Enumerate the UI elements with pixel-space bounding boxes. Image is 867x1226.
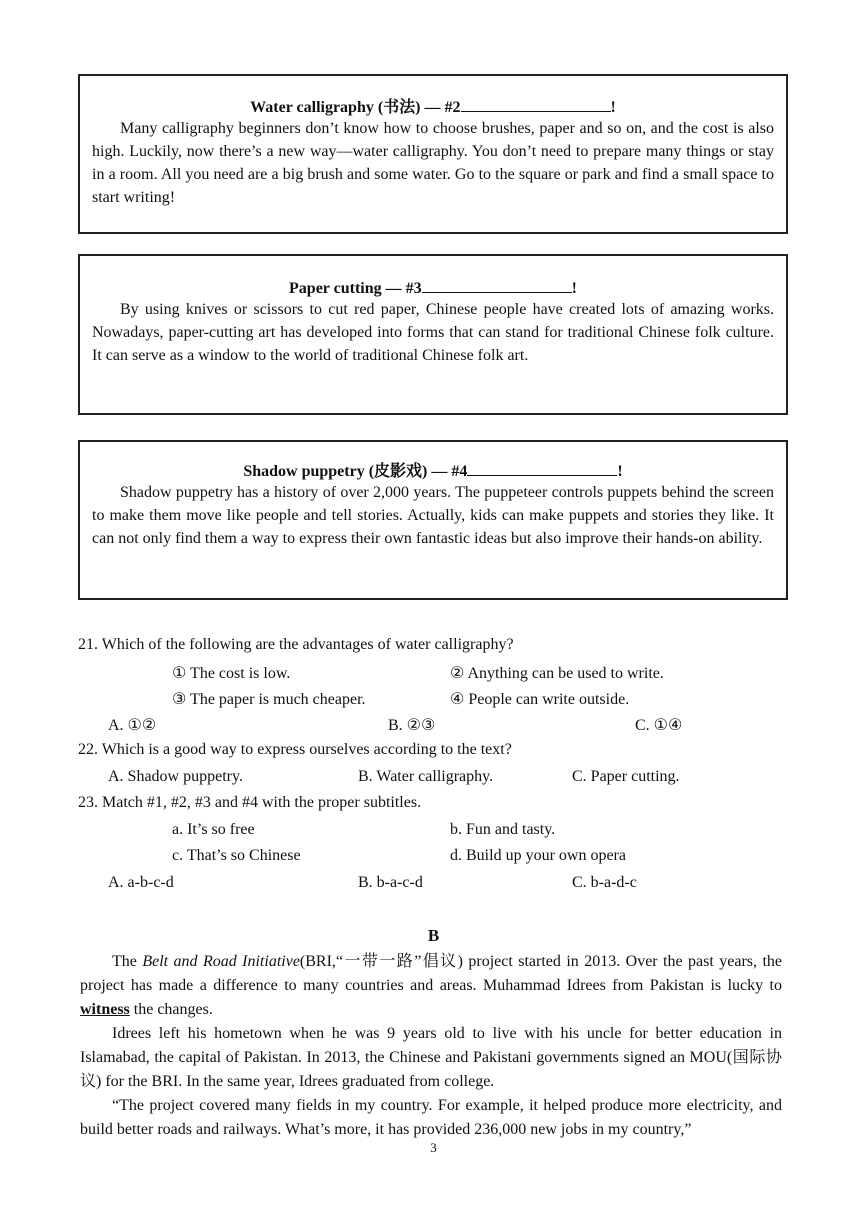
q22-stem: 22. Which is a good way to express ourselves according to the text? [78,741,512,758]
underlined-word: witness [80,1001,130,1018]
q21-statement-3: ③ The paper is much cheaper. [172,691,366,708]
q23-stem: 23. Match #1, #2, #3 and #4 with the proper subtitles. [78,794,422,811]
box-heading [92,94,774,117]
q22-option-c: C. Paper cutting. [572,768,680,785]
section-b-paragraph-1 [80,950,782,1022]
page-number: 3 [430,1140,437,1155]
q21-stem: 21. Which of the following are the advantages of water calligraphy? [78,636,514,653]
q21-statement-4: ④ People can write outside. [450,691,630,708]
q21-option-a: A. ①② [108,717,157,734]
box-text: Shadow puppetry has a history of over 2,000 years. The puppeteer controls puppets behind the screen to make them move like people and tell stories. Actually, kids can make puppets and stories they like. It can not only find them a way to express their own fantastic ideas but also improve their hands-on ability. [92,484,774,547]
answer-blank [422,278,572,293]
q23-subtitle-b: b. Fun and tasty. [450,821,556,838]
q23-subtitle-c: c. That’s so Chinese [172,847,301,864]
box-title-end: ! [610,99,616,116]
section-heading: B [427,926,440,945]
section-b-paragraph-2: Idrees left his hometown when he was 9 years old to live with his uncle for better education in Islamabad, the capital of Pakistan. In 2013, the Chinese and Pakistani governments signed an MOU(国际协议) for the BRI. In the same year, Idrees graduated from college. [80,1025,782,1090]
p1-pre: The [112,953,143,970]
box-title-end: ! [571,280,577,297]
box-heading [92,278,774,298]
q22-option-b: B. Water calligraphy. [358,768,494,785]
q22-option-a: A. Shadow puppetry. [108,768,243,785]
q23-option-c: C. b-a-d-c [572,874,637,891]
answer-blank [461,97,611,112]
q21-statement-2: ② Anything can be used to write. [450,665,664,682]
section-b-paragraph-3: “The project covered many fields in my country. For example, it helped produce more electricity, and build better roads and railways. What’s more, it has provided 236,000 new jobs in my country,” [80,1097,782,1138]
box-title: Shadow puppetry (皮影戏) — #4 [243,463,468,480]
reading-box-water-calligraphy [78,74,788,234]
q23-subtitle-d: d. Build up your own opera [450,847,626,864]
q23-option-a: A. a-b-c-d [108,874,174,891]
q21-option-c: C. ①④ [635,717,683,734]
q21-statement-1: ① The cost is low. [172,665,291,682]
p1-italic-name: Belt and Road Initiative [142,953,300,970]
q23-subtitle-a: a. It’s so free [172,821,255,838]
q21-option-b: B. ②③ [388,717,436,734]
box-heading [92,458,774,481]
q23-option-b: B. b-a-c-d [358,874,423,891]
p1-rest: (BRI,“一带一路”倡议) project started in 2013. Over the past years, the project has made a difference to many countries and areas. Muhammad Idrees from Pakistan is lucky to [80,953,782,994]
box-title-end: ! [617,463,623,480]
box-text: By using knives or scissors to cut red paper, Chinese people have created lots of amazing works. Nowadays, paper-cutting art has developed into forms that can stand for traditional Chinese folk culture. It can serve as a window to the world of traditional Chinese folk art. [92,301,774,364]
box-title: Paper cutting — #3 [289,280,422,297]
reading-box-shadow-puppetry [78,440,788,600]
box-text: Many calligraphy beginners don’t know how to choose brushes, paper and so on, and the cost is also high. Luckily, now there’s a new way—water calligraphy. You don’t need to prepare many things or stay in a room. All you need are a big brush and some water. Go to the square or park and find a small space to start writing! [92,120,774,206]
reading-box-paper-cutting [78,254,788,415]
box-title: Water calligraphy (书法) — #2 [250,99,461,116]
p1-end: the changes. [129,1001,213,1018]
answer-blank [467,461,617,476]
